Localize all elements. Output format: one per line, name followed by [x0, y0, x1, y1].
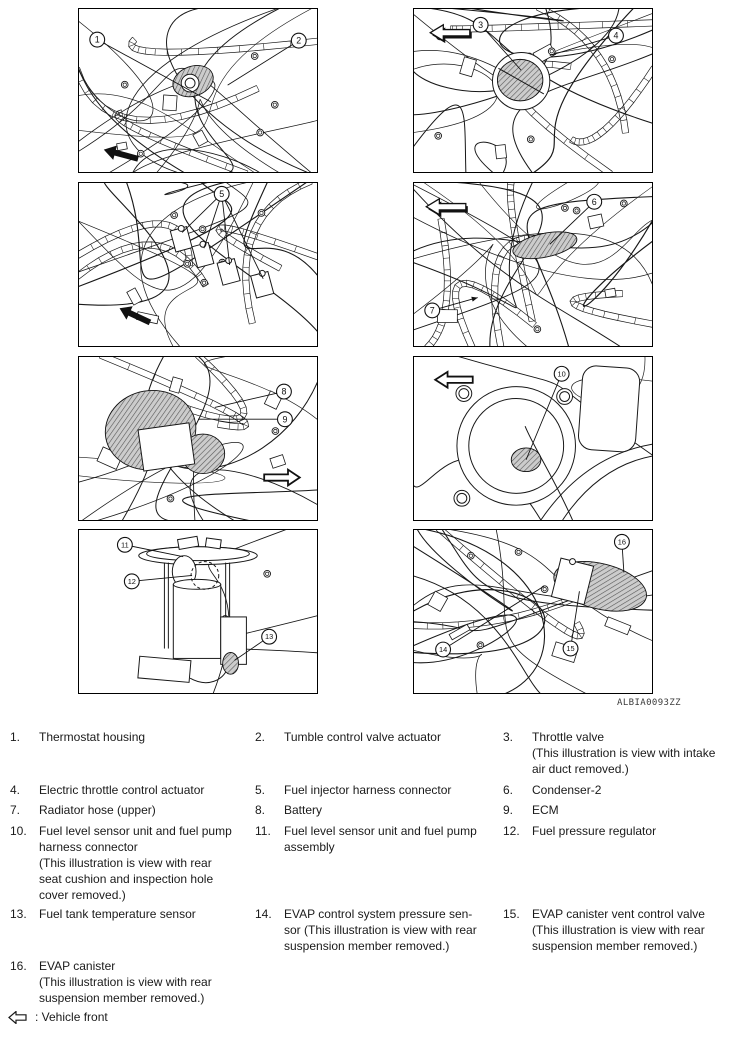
legend-item-number: 12.	[503, 824, 520, 838]
legend-item-line: suspension member removed.)	[532, 939, 698, 953]
legend-item-number: 15.	[503, 907, 520, 921]
illustration-panel-5-battery-and-ecm-view	[78, 356, 318, 521]
callout-9	[198, 412, 292, 427]
hatched-region	[223, 652, 239, 674]
legend-item-line: Fuel tank temperature sensor	[39, 907, 196, 921]
legend-item-text	[532, 782, 601, 798]
direction-arrow-icon	[435, 372, 473, 388]
legend-item-number: 6.	[503, 783, 514, 797]
vehicle-front-note	[8, 1010, 108, 1024]
legend-item-16	[10, 958, 252, 1006]
svg-text:13: 13	[265, 632, 274, 642]
illustration-panel-4-condenser-2-and-radiator-hose-view	[413, 182, 653, 347]
illustration-panel-2-throttle-valve-and-electric-throttle-control-actuator-view	[413, 8, 653, 173]
callout-16	[615, 534, 630, 572]
legend-item-line: Throttle valve	[532, 730, 605, 744]
legend-item-line: (This illustration is view with rear	[39, 856, 212, 870]
legend-item-8	[255, 802, 500, 818]
legend-item-line: EVAP canister vent control valve	[532, 907, 705, 921]
vehicle-front-label: : Vehicle front	[35, 1010, 108, 1024]
direction-arrow-icon	[426, 199, 467, 217]
legend-item-line: seat cushion and inspection hole	[39, 872, 214, 886]
illustration-panel-1-thermostat-housing-and-tumble-control-valve-view	[78, 8, 318, 173]
legend-item-number: 9.	[503, 803, 514, 817]
legend-item-text	[532, 906, 705, 954]
legend-item-3	[503, 729, 736, 777]
legend-item-line: (This illustration is view with rear	[39, 975, 212, 989]
legend-item-line: air duct removed.)	[532, 762, 629, 776]
svg-text:5: 5	[219, 188, 225, 199]
legend-item-text	[39, 823, 232, 903]
svg-text:7: 7	[429, 305, 435, 316]
illustration-panel-7-fuel-pump-assembly-view	[78, 529, 318, 694]
svg-text:12: 12	[127, 576, 136, 586]
legend-item-14	[255, 906, 500, 954]
legend-item-number: 8.	[255, 803, 266, 817]
legend-item-line: suspension member removed.)	[284, 939, 450, 953]
illustration-panel-6-fuel-level-sensor-harness-connector-inspection-hole-view	[413, 356, 653, 521]
hatched-region	[511, 227, 580, 264]
legend-item-number: 11.	[255, 824, 271, 838]
legend-item-number: 1.	[10, 730, 21, 744]
legend-item-9	[503, 802, 736, 818]
svg-text:10: 10	[557, 369, 566, 379]
legend-item-line: suspension member removed.)	[39, 991, 205, 1005]
legend-item-line: EVAP control system pressure sen-	[284, 907, 473, 921]
legend-item-7	[10, 802, 252, 818]
legend-item-text	[532, 729, 715, 777]
illustration-panel-8-evap-canister-and-sensors-underbody-view	[413, 529, 653, 694]
callout-3	[473, 17, 521, 70]
legend-item-line: Thermostat housing	[39, 730, 146, 744]
svg-text:8: 8	[281, 386, 287, 397]
legend-item-text	[39, 958, 212, 1006]
svg-text:9: 9	[282, 414, 288, 425]
legend-item-line: assembly	[284, 840, 335, 854]
svg-text:15: 15	[566, 644, 575, 654]
legend-item-text	[532, 802, 559, 818]
svg-text:1: 1	[94, 34, 100, 45]
legend-item-line: Fuel level sensor unit and fuel pump	[284, 824, 477, 838]
legend-item-line: Battery	[284, 803, 323, 817]
legend-item-13	[10, 906, 252, 922]
svg-text:6: 6	[591, 196, 597, 207]
legend-item-line: sor (This illustration is view with rear	[284, 923, 477, 937]
legend-item-text	[284, 802, 322, 818]
legend-item-text	[39, 729, 145, 745]
legend-item-number: 2.	[255, 730, 266, 744]
legend-item-text	[39, 906, 196, 922]
legend-item-line: ECM	[532, 803, 559, 817]
legend-item-15	[503, 906, 736, 954]
legend-item-text	[284, 823, 477, 855]
legend-item-4	[10, 782, 252, 798]
legend-item-2	[255, 729, 500, 745]
legend-item-line: (This illustration is view with rear	[532, 923, 705, 937]
legend-item-line: EVAP canister	[39, 959, 116, 973]
legend-item-text	[532, 823, 656, 839]
legend-item-number: 16.	[10, 959, 27, 973]
legend-item-line: Radiator hose (upper)	[39, 803, 156, 817]
legend-item-text	[39, 782, 204, 798]
legend-item-line: Electric throttle control actuator	[39, 783, 205, 797]
legend-item-line: Condenser-2	[532, 783, 602, 797]
svg-text:11: 11	[121, 540, 129, 550]
legend-item-line: Fuel injector harness connector	[284, 783, 452, 797]
legend-item-number: 7.	[10, 803, 21, 817]
direction-arrow-icon	[430, 25, 471, 43]
legend-item-line: cover removed.)	[39, 888, 126, 902]
illustration-panel-3-fuel-injector-harness-connector-view	[78, 182, 318, 347]
legend-item-line: Fuel pressure regulator	[532, 824, 657, 838]
figure-code: ALBIA0093ZZ	[617, 698, 682, 708]
legend-item-text	[284, 782, 451, 798]
legend-item-text	[284, 906, 477, 954]
legend-item-6	[503, 782, 736, 798]
legend-item-number: 10.	[10, 824, 27, 838]
legend-item-number: 5.	[255, 783, 266, 797]
legend-item-11	[255, 823, 500, 855]
legend-item-line: (This illustration is view with intake	[532, 746, 716, 760]
legend-item-number: 3.	[503, 730, 514, 744]
svg-text:3: 3	[478, 19, 484, 30]
legend-item-line: Fuel level sensor unit and fuel pump	[39, 824, 232, 838]
legend-item-text	[284, 729, 441, 745]
legend-item-10	[10, 823, 252, 903]
legend-item-1	[10, 729, 252, 745]
vehicle-front-arrow-icon	[8, 1011, 27, 1024]
svg-text:4: 4	[613, 30, 619, 41]
callout-4	[550, 28, 624, 55]
callout-8	[215, 384, 292, 407]
legend-item-number: 4.	[10, 783, 21, 797]
legend-item-number: 14.	[255, 907, 272, 921]
svg-text:16: 16	[617, 537, 627, 547]
legend-item-number: 13.	[10, 907, 27, 921]
legend-item-line: Tumble control valve actuator	[284, 730, 441, 744]
legend-item-12	[503, 823, 736, 839]
svg-text:14: 14	[438, 645, 448, 655]
legend-item-text	[39, 802, 156, 818]
direction-arrow-icon	[264, 470, 300, 486]
legend-item-5	[255, 782, 500, 798]
svg-text:2: 2	[296, 35, 302, 46]
legend-item-line: harness connector	[39, 840, 138, 854]
